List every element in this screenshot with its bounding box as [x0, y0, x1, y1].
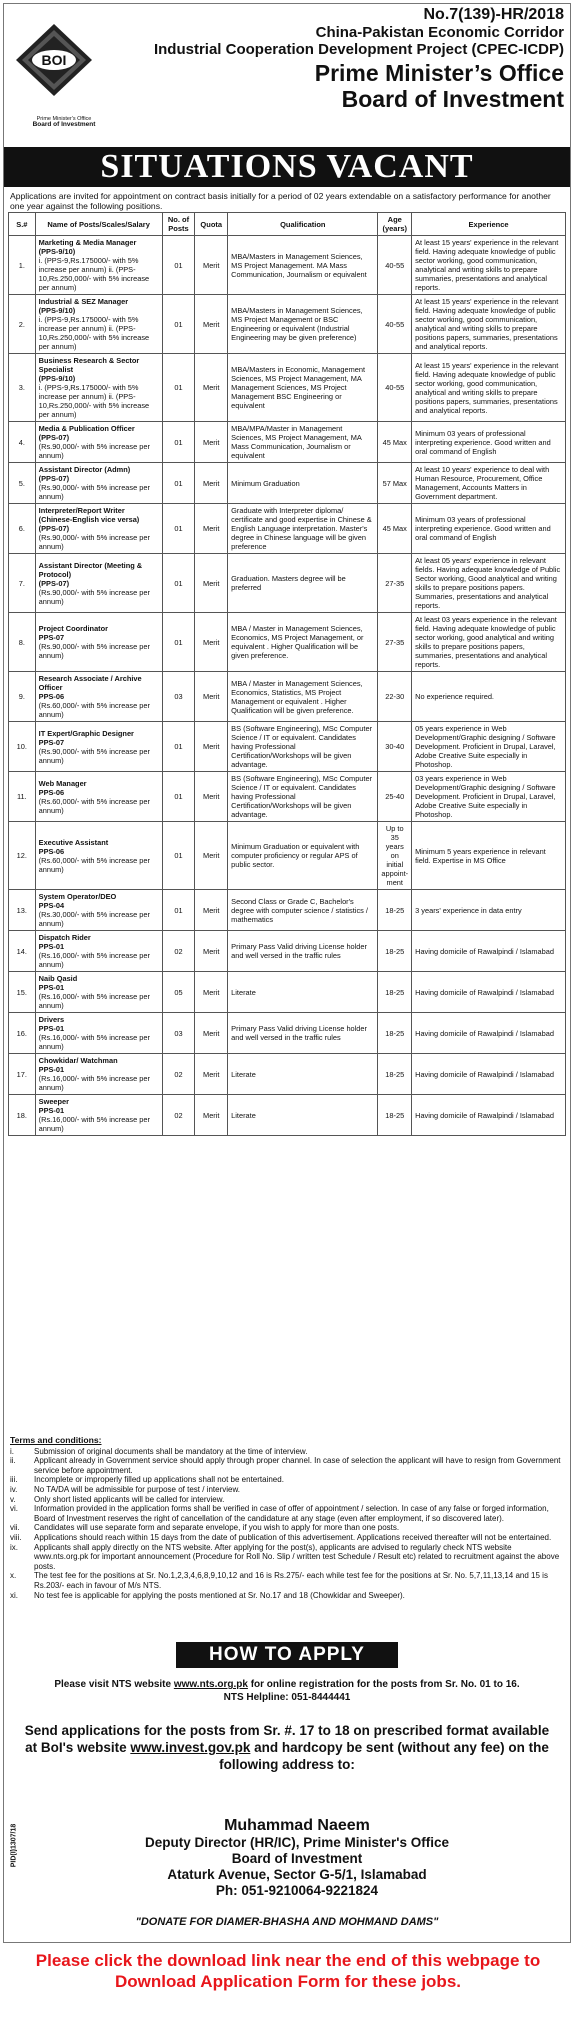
- row-qualification: Graduation. Masters degree will be preferred: [228, 554, 378, 613]
- post-salary: (Rs.90,000/- with 5% increase per annum): [38, 746, 150, 765]
- row-experience: At least 10 years' experience to deal with Human Resource, Procurement, Office Management, Accounts Matters in Government department.: [412, 463, 566, 504]
- row-serial: 4.: [9, 422, 36, 463]
- row-quota: Merit: [195, 422, 228, 463]
- header-sn: S.#: [9, 213, 36, 236]
- situations-vacant-banner: SITUATIONS VACANT: [4, 147, 570, 187]
- post-name: Marketing & Media Manager: [38, 238, 137, 247]
- terms-and-conditions: [10, 1436, 564, 1600]
- advertisement: [3, 3, 571, 1943]
- row-age: 18-25: [378, 1013, 412, 1054]
- post-salary: (Rs.60,000/- with 5% increase per annum): [38, 855, 150, 874]
- post-scale: (PPS-9/10): [38, 247, 76, 256]
- row-age: 18-25: [378, 1054, 412, 1095]
- row-experience: Having domicile of Rawalpindi / Islamabad: [412, 931, 566, 972]
- send-instructions: [24, 1722, 550, 1773]
- row-serial: 10.: [9, 722, 36, 772]
- post-scale: PPS-01: [38, 942, 65, 951]
- table-row: [9, 354, 566, 422]
- row-qualification: MBA/Masters in Economic, Management Sciences, MS Project Management, MA Management Sciences, MS Project Management BSC Engineering or equivalent: [228, 354, 378, 422]
- post-scale: PPS-01: [38, 1106, 65, 1115]
- row-post: [35, 1013, 162, 1054]
- table-row: [9, 972, 566, 1013]
- post-name: Web Manager: [38, 778, 87, 788]
- table-row: [9, 822, 566, 890]
- table-row: [9, 931, 566, 972]
- term-item: [10, 1591, 564, 1601]
- row-qualification: Minimum Graduation: [228, 463, 378, 504]
- row-post: [35, 1054, 162, 1095]
- header-quota: Quota: [195, 213, 228, 236]
- row-serial: 18.: [9, 1095, 36, 1136]
- post-salary: i. (PPS-9,Rs.175000/- with 5% increase per annum) ii. (PPS-10,Rs.250,000/- with 5% increase per annum): [38, 383, 150, 419]
- row-age: 18-25: [378, 1095, 412, 1136]
- table-row: [9, 422, 566, 463]
- post-salary: (Rs.60,000/- with 5% increase per annum): [38, 796, 150, 815]
- table-row: [9, 672, 566, 722]
- post-scale: PPS-06: [38, 846, 65, 856]
- term-text: Only short listed applicants will be called for interview.: [34, 1494, 225, 1504]
- table-header-row: [9, 213, 566, 236]
- nts-text-pre: Please visit NTS website: [54, 1679, 174, 1690]
- nts-text-post: for online registration for the posts from Sr. No. 01 to 16.: [247, 1679, 520, 1690]
- term-number: vi.: [10, 1504, 18, 1514]
- term-number: vii.: [10, 1523, 20, 1533]
- post-salary: i. (PPS-9,Rs.175000/- with 5% increase per annum) ii. (PPS-10,Rs.250,000/- with 5% increase per annum): [38, 256, 150, 292]
- row-post: [35, 354, 162, 422]
- row-quota: Merit: [195, 822, 228, 890]
- row-quota: Merit: [195, 1054, 228, 1095]
- post-salary: (Rs.90,000/- with 5% increase per annum): [38, 533, 150, 551]
- signatory-title: Deputy Director (HR/IC), Prime Minister's Office: [144, 1835, 450, 1850]
- post-salary: (Rs.16,000/- with 5% increase per annum): [38, 1033, 150, 1051]
- post-scale: PPS-04: [38, 901, 65, 910]
- post-scale: (PPS-07): [38, 474, 70, 483]
- row-quota: Merit: [195, 554, 228, 613]
- table-row: [9, 890, 566, 931]
- header-experience: Experience: [412, 213, 566, 236]
- post-scale: (PPS-07): [38, 524, 70, 533]
- post-salary: (Rs.90,000/- with 5% increase per annum): [38, 642, 150, 660]
- post-name: Project Coordinator: [38, 624, 109, 633]
- row-qualification: BS (Software Engineering), MSc Computer Science / IT or equivalent. Candidates having Professional Certification/Workshops will be given advantage.: [228, 772, 378, 822]
- term-item: [10, 1495, 564, 1505]
- intro-text: Applications are invited for appointment on contract basis initially for a period of 02 years extendable on a satisfactory performance for another one year against the following positions.: [10, 191, 551, 211]
- term-item: [10, 1523, 564, 1533]
- table-row: [9, 554, 566, 613]
- post-salary: (Rs.90,000/- with 5% increase per annum): [38, 483, 150, 501]
- row-post: [35, 295, 162, 354]
- row-quota: Merit: [195, 931, 228, 972]
- row-quota: Merit: [195, 722, 228, 772]
- row-qualification: MBA / Master in Management Sciences, Economics, Statistics, MS Project Management or equivalent . Higher Qualification will be given preference.: [228, 672, 378, 722]
- term-item: [10, 1571, 564, 1590]
- row-posts: 01: [162, 772, 195, 822]
- nts-website-link[interactable]: www.nts.org.pk: [173, 1679, 248, 1690]
- row-experience: Having domicile of Rawalpindi / Islamabad: [412, 1054, 566, 1095]
- row-posts: 01: [162, 504, 195, 554]
- header-cpec: China-Pakistan Economic Corridor: [315, 24, 564, 41]
- row-experience: 3 years' experience in data entry: [412, 890, 566, 931]
- row-post: [35, 931, 162, 972]
- term-number: x.: [10, 1571, 17, 1581]
- vacancies-table: [8, 212, 566, 1136]
- row-experience: Minimum 5 years experience in relevant field. Expertise in MS Office: [412, 822, 566, 890]
- post-scale: (PPS-9/10): [38, 306, 76, 315]
- post-scale: (PPS-07): [38, 578, 70, 588]
- row-quota: Merit: [195, 354, 228, 422]
- signatory-phone: Ph: 051-9210064-9221824: [215, 1883, 379, 1898]
- row-qualification: Literate: [228, 1095, 378, 1136]
- row-post: [35, 1095, 162, 1136]
- row-experience: 05 years experience in Web Development/Graphic designing / Software Development. Proficient in Drupal, Laravel, Adobe Creative Suite especially in Photoshop.: [412, 722, 566, 772]
- reference-number: No.7(139)-HR/2018: [423, 6, 564, 23]
- row-posts: 01: [162, 463, 195, 504]
- row-quota: Merit: [195, 463, 228, 504]
- post-scale: PPS-07: [38, 633, 65, 642]
- post-scale: (PPS-07): [38, 433, 70, 442]
- header-age: Age (years): [378, 213, 412, 236]
- term-text: No TA/DA will be admissible for purpose of test / interview.: [34, 1484, 241, 1494]
- row-age: 40-55: [378, 236, 412, 295]
- row-age: 18-25: [378, 972, 412, 1013]
- row-serial: 3.: [9, 354, 36, 422]
- row-serial: 15.: [9, 972, 36, 1013]
- row-serial: 8.: [9, 613, 36, 672]
- row-experience: Minimum 03 years of professional interpreting experience. Good written and oral command of English: [412, 504, 566, 554]
- row-post: [35, 672, 162, 722]
- row-post: [35, 236, 162, 295]
- term-item: [10, 1485, 564, 1495]
- logo-caption-office: Prime Minister's Office: [36, 116, 92, 122]
- term-text: The test fee for the positions at Sr. No.1,2,3,4,6,8,9,10,12 and 16 is Rs.275/- each while test fee for the positions at Sr. No. 5,7,11,13,14 and 15 is Rs.203/- each in favour of M/s NTS.: [34, 1571, 548, 1590]
- table-row: [9, 1013, 566, 1054]
- logo-caption: [20, 116, 108, 128]
- row-serial: 12.: [9, 822, 36, 890]
- row-quota: Merit: [195, 613, 228, 672]
- boi-website-link[interactable]: www.invest.gov.pk: [130, 1740, 251, 1755]
- row-qualification: Primary Pass Valid driving License holder and well versed in the traffic rules: [228, 1013, 378, 1054]
- post-name: Interpreter/Report Writer (Chinese-English vice versa): [38, 506, 140, 524]
- row-age: 18-25: [378, 890, 412, 931]
- row-qualification: Graduate with Interpreter diploma/ certificate and good expertise in Chinese & English Language interpretation. Master's degree in Chinese language will be given preference: [228, 504, 378, 554]
- row-quota: Merit: [195, 672, 228, 722]
- row-quota: Merit: [195, 295, 228, 354]
- row-experience: At least 03 years experience in the relevant field. Having adequate knowledge of public sector working, good analytical and writing skills to prepare positions papers, summaries, presentations and analytical reports.: [412, 613, 566, 672]
- post-scale: (PPS-9/10): [38, 374, 76, 383]
- row-experience: Minimum 03 years of professional interpreting experience. Good written and oral command of English: [412, 422, 566, 463]
- post-name: Research Associate / Archive Officer: [38, 674, 142, 692]
- term-item: [10, 1504, 564, 1523]
- row-quota: Merit: [195, 236, 228, 295]
- table-row: [9, 504, 566, 554]
- row-posts: 05: [162, 972, 195, 1013]
- post-name: Drivers: [38, 1015, 65, 1024]
- row-posts: 01: [162, 722, 195, 772]
- header-qualification: Qualification: [228, 213, 378, 236]
- post-name: System Operator/DEO: [38, 892, 117, 901]
- post-scale: PPS-06: [38, 787, 65, 797]
- row-posts: 01: [162, 554, 195, 613]
- row-serial: 13.: [9, 890, 36, 931]
- post-salary: (Rs.16,000/- with 5% increase per annum): [38, 951, 150, 969]
- term-text: Information provided in the application forms shall be verified in case of offer of appointment / selection. In case of any false or forged information, Board of Investment reserves the right of cancellation of the candidature at any stage (even after employment, if so discovered later).: [34, 1504, 549, 1523]
- nts-instructions: [10, 1678, 564, 1704]
- row-age: 40-55: [378, 354, 412, 422]
- boi-logo-icon: [14, 22, 94, 98]
- svg-text:BOI: BOI: [41, 52, 67, 68]
- row-posts: 01: [162, 354, 195, 422]
- table-row: [9, 1054, 566, 1095]
- row-age: 30-40: [378, 722, 412, 772]
- table-row: [9, 722, 566, 772]
- row-posts: 01: [162, 822, 195, 890]
- row-posts: 03: [162, 672, 195, 722]
- download-notice: Please click the download link near the end of this webpage to Download Application Form for these jobs.: [35, 1951, 541, 1991]
- row-age: 25-40: [378, 772, 412, 822]
- table-row: [9, 236, 566, 295]
- row-serial: 1.: [9, 236, 36, 295]
- row-serial: 6.: [9, 504, 36, 554]
- header-name: Name of Posts/Scales/Salary: [35, 213, 162, 236]
- header-board: Board of Investment: [341, 86, 564, 112]
- row-age: 22-30: [378, 672, 412, 722]
- row-serial: 17.: [9, 1054, 36, 1095]
- row-post: [35, 554, 162, 613]
- row-post: [35, 772, 162, 822]
- term-text: Applicant already in Government service should apply through proper channel. In case of selection the applicant will have to resign from Government service before appointment.: [34, 1456, 561, 1475]
- row-age: 45 Max: [378, 504, 412, 554]
- row-qualification: MBA/Masters in Management Sciences, MS Project Management or BSC Engineering or equivalent (Industrial Engineering may be given preference): [228, 295, 378, 354]
- row-quota: Merit: [195, 1013, 228, 1054]
- send-text-pre: Send applications for the posts from Sr. #. 17 to 18 on prescribed format available at BoI's website: [24, 1723, 550, 1755]
- post-name: Sweeper: [38, 1097, 70, 1106]
- row-qualification: Literate: [228, 972, 378, 1013]
- row-post: [35, 972, 162, 1013]
- header-posts: No. of Posts: [162, 213, 195, 236]
- term-number: iv.: [10, 1484, 18, 1494]
- row-serial: 5.: [9, 463, 36, 504]
- post-scale: PPS-01: [38, 1024, 65, 1033]
- row-posts: 01: [162, 236, 195, 295]
- post-name: Dispatch Rider: [38, 933, 91, 942]
- row-qualification: BS (Software Engineering), MSc Computer Science / IT or equivalent. Candidates having Professional Certification/Workshops will be given advantage.: [228, 722, 378, 772]
- row-posts: 01: [162, 422, 195, 463]
- row-posts: 02: [162, 1054, 195, 1095]
- row-quota: Merit: [195, 504, 228, 554]
- post-name: Business Research & Sector Specialist: [38, 356, 140, 374]
- row-experience: 03 years experience in Web Development/Graphic designing / Software Development. Proficient in Drupal, Laravel, Adobe Creative Suite especially in Photoshop.: [412, 772, 566, 822]
- row-posts: 01: [162, 295, 195, 354]
- table-row: [9, 772, 566, 822]
- row-posts: 01: [162, 613, 195, 672]
- term-number: ii.: [10, 1456, 16, 1466]
- row-experience: At least 15 years' experience in the relevant field. Having adequate knowledge of public sector working, good communication, analytical and writing skills to prepare positions papers, summaries, presentations and analytical reports.: [412, 295, 566, 354]
- term-number: i.: [10, 1446, 14, 1456]
- row-posts: 02: [162, 931, 195, 972]
- post-name: Industrial & SEZ Manager: [38, 297, 129, 306]
- table-row: [9, 613, 566, 672]
- donate-slogan: "DONATE FOR DIAMER-BHASHA AND MOHMAND DAMS": [135, 1916, 439, 1928]
- row-post: [35, 722, 162, 772]
- post-name: Assistant Director (Admn): [38, 465, 131, 474]
- row-serial: 14.: [9, 931, 36, 972]
- row-serial: 16.: [9, 1013, 36, 1054]
- post-salary: (Rs.16,000/- with 5% increase per annum): [38, 1115, 150, 1133]
- signatory-address: Ataturk Avenue, Sector G-5/1, Islamabad: [167, 1867, 427, 1882]
- post-name: Media & Publication Officer: [38, 424, 135, 433]
- row-qualification: MBA/MPA/Master in Management Sciences, MS Project Management, MA Mass Communication, Journalism or equivalent: [228, 422, 378, 463]
- post-salary: (Rs.16,000/- with 5% increase per annum): [38, 992, 150, 1010]
- row-experience: Having domicile of Rawalpindi / Islamabad: [412, 972, 566, 1013]
- term-item: [10, 1456, 564, 1475]
- post-name: IT Expert/Graphic Designer: [38, 728, 134, 738]
- row-posts: 02: [162, 1095, 195, 1136]
- row-experience: Having domicile of Rawalpindi / Islamabad: [412, 1013, 566, 1054]
- row-post: [35, 822, 162, 890]
- term-number: xi.: [10, 1590, 18, 1600]
- table-row: [9, 463, 566, 504]
- row-qualification: MBA/Masters in Management Sciences, MS Project Management. MA Mass Communication, Journalism or equivalent: [228, 236, 378, 295]
- signatory-board: Board of Investment: [231, 1851, 363, 1866]
- post-name: Executive Assistant: [38, 837, 109, 847]
- row-experience: At least 15 years' experience in the relevant field. Having adequate knowledge of public sector working, good communication, analytical and writing skills to prepare positions papers, summaries, presentations and analytical reports.: [412, 354, 566, 422]
- row-qualification: Second Class or Grade C, Bachelor's degree with computer science / statistics / mathematics: [228, 890, 378, 931]
- signature-block: [44, 1816, 550, 1899]
- term-number: v.: [10, 1494, 16, 1504]
- row-qualification: MBA / Master in Management Sciences, Economics, MS Project Management, or equivalent . Higher Qualification will be given preference.: [228, 613, 378, 672]
- header-office: Prime Minister’s Office: [314, 60, 564, 86]
- table-row: [9, 295, 566, 354]
- row-quota: Merit: [195, 890, 228, 931]
- post-scale: PPS-01: [38, 1065, 65, 1074]
- post-name: Chowkidar/ Watchman: [38, 1056, 118, 1065]
- row-qualification: Literate: [228, 1054, 378, 1095]
- send-text-post: and hardcopy be sent (without any fee) on the following address to:: [219, 1740, 549, 1772]
- post-salary: (Rs.16,000/- with 5% increase per annum): [38, 1074, 150, 1092]
- row-serial: 9.: [9, 672, 36, 722]
- row-experience: Having domicile of Rawalpindi / Islamabad: [412, 1095, 566, 1136]
- terms-title: Terms and conditions:: [10, 1435, 102, 1445]
- post-salary: (Rs.60,000/- with 5% increase per annum): [38, 701, 150, 719]
- row-posts: 03: [162, 1013, 195, 1054]
- row-serial: 11.: [9, 772, 36, 822]
- row-experience: At least 15 years' experience in the relevant field. Having adequate knowledge of public sector working, good communication, analytical and writing skills to prepare summaries, presentations and analytical reports.: [412, 236, 566, 295]
- row-serial: 7.: [9, 554, 36, 613]
- post-salary: i. (PPS-9,Rs.175000/- with 5% increase per annum) ii. (PPS-10,Rs.250,000/- with 5% increase per annum): [38, 315, 150, 351]
- row-posts: 01: [162, 890, 195, 931]
- header-project: Industrial Cooperation Development Project (CPEC-ICDP): [153, 41, 564, 58]
- how-to-apply-banner: HOW TO APPLY: [176, 1642, 398, 1668]
- post-name: Assistant Director (Meeting & Protocol): [38, 560, 143, 579]
- row-quota: Merit: [195, 1095, 228, 1136]
- row-experience: At least 05 years' experience in relevant fields. Having adequate knowledge of Public Sector working, Good analytical and writing skills to prepare positions papers. Summaries, presentations and analytical reports.: [412, 554, 566, 613]
- term-text: Submission of original documents shall be mandatory at the time of interview.: [34, 1446, 308, 1456]
- terms-list: [10, 1447, 564, 1601]
- row-age: 27-35: [378, 554, 412, 613]
- term-text: Candidates will use separate form and separate envelope, if you wish to apply for more than one posts.: [34, 1523, 400, 1533]
- pid-number: PID(I)1307/18: [10, 1823, 18, 1868]
- term-number: ix.: [10, 1542, 18, 1552]
- row-age: 57 Max: [378, 463, 412, 504]
- row-qualification: Primary Pass Valid driving License holder and well versed in the traffic rules: [228, 931, 378, 972]
- row-serial: 2.: [9, 295, 36, 354]
- post-salary: (Rs.30,000/- with 5% increase per annum): [38, 910, 150, 928]
- post-scale: PPS-01: [38, 983, 65, 992]
- term-text: Applications should reach within 15 days from the date of publication of this advertisement. Applications received thereafter will not be entertained.: [34, 1532, 552, 1542]
- term-item: [10, 1475, 564, 1485]
- post-name: Naib Qasid: [38, 974, 78, 983]
- header: [4, 4, 570, 141]
- post-salary: (Rs.90,000/- with 5% increase per annum): [38, 587, 150, 606]
- row-quota: Merit: [195, 772, 228, 822]
- nts-helpline: NTS Helpline: 051-8444441: [223, 1692, 351, 1703]
- signatory-name: Muhammad Naeem: [224, 1817, 370, 1834]
- row-experience: No experience required.: [412, 672, 566, 722]
- row-quota: Merit: [195, 972, 228, 1013]
- row-post: [35, 463, 162, 504]
- header-text: [104, 4, 564, 112]
- term-item: [10, 1447, 564, 1457]
- term-text: No test fee is applicable for applying the posts mentioned at Sr. No.17 and 18 (Chowkidar and Sweeper).: [34, 1590, 405, 1600]
- term-text: Incomplete or improperly filled up applications shall not be entertained.: [34, 1475, 284, 1485]
- row-age: 45 Max: [378, 422, 412, 463]
- row-post: [35, 890, 162, 931]
- term-item: [10, 1543, 564, 1572]
- table-row: [9, 1095, 566, 1136]
- table-body: [9, 236, 566, 1136]
- row-post: [35, 422, 162, 463]
- row-qualification: Minimum Graduation or equivalent with computer proficiency or regular APS of public sector.: [228, 822, 378, 890]
- post-scale: PPS-07: [38, 737, 65, 747]
- row-age: 40-55: [378, 295, 412, 354]
- row-age: 27-35: [378, 613, 412, 672]
- row-post: [35, 504, 162, 554]
- logo-caption-board: Board of Investment: [32, 121, 96, 128]
- post-salary: (Rs.90,000/- with 5% increase per annum): [38, 442, 150, 460]
- row-post: [35, 613, 162, 672]
- row-age: 18-25: [378, 931, 412, 972]
- term-number: viii.: [10, 1532, 22, 1542]
- term-item: [10, 1533, 564, 1543]
- boi-logo: [14, 22, 96, 128]
- post-scale: PPS-06: [38, 692, 65, 701]
- term-text: Applicants shall apply directly on the NTS website. After applying for the post(s), applicants are advised to regularly check NTS website www.nts.org.pk for important announcement (Procedure for Roll No. Slip / written test Schedule / Result etc) related to recruitment against the above posts.: [34, 1542, 560, 1571]
- row-age: Up to 35 years on initial appoint-ment: [378, 822, 412, 890]
- term-number: iii.: [10, 1475, 18, 1485]
